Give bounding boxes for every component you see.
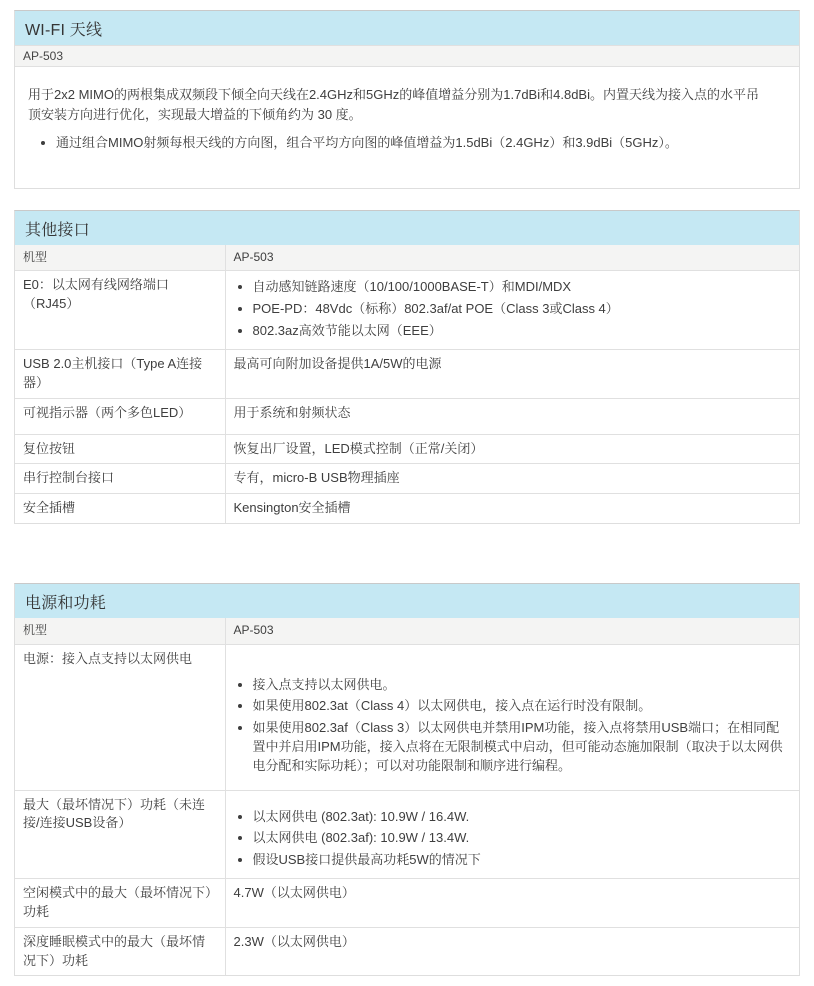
bullet-item: • 以太网供电 (802.3at): 10.9W / 16.4W. xyxy=(253,808,792,827)
model-row xyxy=(15,45,799,67)
bullet-item: • 通过组合MIMO射频每根天线的方向图，组合平均方向图的峰值增益为1.5dBi（2.4GHz）和3.9dBi（5GHz）。 xyxy=(56,133,759,153)
interfaces-table xyxy=(15,245,799,523)
bullet-item: • 假设USB接口提供最高功耗5W的情况下 xyxy=(253,851,792,870)
row-value: 恢复出厂设置，LED模式控制（正常/关闭） xyxy=(225,434,799,464)
table-header-row xyxy=(15,618,799,644)
bullet-item: • 802.3az高效节能以太网（EEE） xyxy=(253,322,792,341)
row-value xyxy=(225,271,799,350)
section-title: 其他接口 xyxy=(25,221,90,239)
section-body xyxy=(15,67,799,188)
section-header xyxy=(15,11,799,45)
section-wifi-antenna xyxy=(14,10,800,189)
table-row xyxy=(15,644,799,790)
row-value: 4.7W（以太网供电） xyxy=(225,879,799,928)
section-other-interfaces xyxy=(14,210,800,524)
row-value: Kensington安全插槽 xyxy=(225,494,799,523)
bullet-list xyxy=(234,808,792,871)
table-row xyxy=(15,464,799,494)
row-label: USB 2.0主机接口（Type A连接器） xyxy=(15,349,225,398)
table-row xyxy=(15,271,799,350)
row-value xyxy=(225,644,799,790)
table-row xyxy=(15,494,799,523)
bullet-item: • 自动感知链路速度（10/100/1000BASE-T）和MDI/MDX xyxy=(253,278,792,297)
section-title: 电源和功耗 xyxy=(25,594,107,612)
section-title: WI-FI 天线 xyxy=(25,21,103,39)
bullet-item: • 接入点支持以太网供电。 xyxy=(253,676,792,695)
row-label: 空闲模式中的最大（最坏情况下）功耗 xyxy=(15,879,225,928)
row-label: 电源：接入点支持以太网供电 xyxy=(15,644,225,790)
bullet-list xyxy=(234,676,792,776)
row-label: 安全插槽 xyxy=(15,494,225,523)
row-label: 复位按钮 xyxy=(15,434,225,464)
table-row xyxy=(15,349,799,398)
column-header-model-type: 机型 xyxy=(15,245,225,271)
table-row xyxy=(15,927,799,975)
row-label: E0：以太网有线网络端口（RJ45） xyxy=(15,271,225,350)
row-label: 深度睡眠模式中的最大（最坏情况下）功耗 xyxy=(15,927,225,975)
bullet-list xyxy=(234,278,792,341)
bullet-item: • POE-PD：48Vdc（标称）802.3af/at POE（Class 3或Class 4） xyxy=(253,300,792,319)
section-header xyxy=(15,211,799,245)
row-label: 串行控制台接口 xyxy=(15,464,225,494)
column-header-model-value: AP-503 xyxy=(225,618,799,644)
row-value: 专有，micro-B USB物理插座 xyxy=(225,464,799,494)
section-header xyxy=(15,584,799,618)
model-label: AP-503 xyxy=(23,49,64,63)
column-header-model-value: AP-503 xyxy=(225,245,799,271)
section-power-consumption xyxy=(14,583,800,976)
table-row xyxy=(15,434,799,464)
row-value xyxy=(225,790,799,879)
row-label: 可视指示器（两个多色LED） xyxy=(15,398,225,434)
bullet-list xyxy=(28,133,759,153)
bullet-item: • 以太网供电 (802.3af): 10.9W / 13.4W. xyxy=(253,829,792,848)
power-table xyxy=(15,618,799,975)
row-value: 最高可向附加设备提供1A/5W的电源 xyxy=(225,349,799,398)
table-row xyxy=(15,790,799,879)
table-header-row xyxy=(15,245,799,271)
column-header-model-type: 机型 xyxy=(15,618,225,644)
bullet-item: • 如果使用802.3af（Class 3）以太网供电并禁用IPM功能，接入点将禁用USB端口；在相同配置中并启用IPM功能，接入点将在无限制模式中启动，但可能动态施加限制（取决于以太网供电分配和实际功耗）；可以对功能限制和顺序进行编程。 xyxy=(253,719,792,776)
bullet-item: • 如果使用802.3at（Class 4）以太网供电，接入点在运行时没有限制。 xyxy=(253,697,792,716)
table-row xyxy=(15,879,799,928)
row-label: 最大（最坏情况下）功耗（未连接/连接USB设备） xyxy=(15,790,225,879)
row-value: 2.3W（以太网供电） xyxy=(225,927,799,975)
row-value: 用于系统和射频状态 xyxy=(225,398,799,434)
table-row xyxy=(15,398,799,434)
antenna-description: 用于2x2 MIMO的两根集成双频段下倾全向天线在2.4GHz和5GHz的峰值增益分别为1.7dBi和4.8dBi。内置天线为接入点的水平吊顶安装方向进行优化，实现最大增益的下倾角约为 30 度。 xyxy=(28,87,759,122)
